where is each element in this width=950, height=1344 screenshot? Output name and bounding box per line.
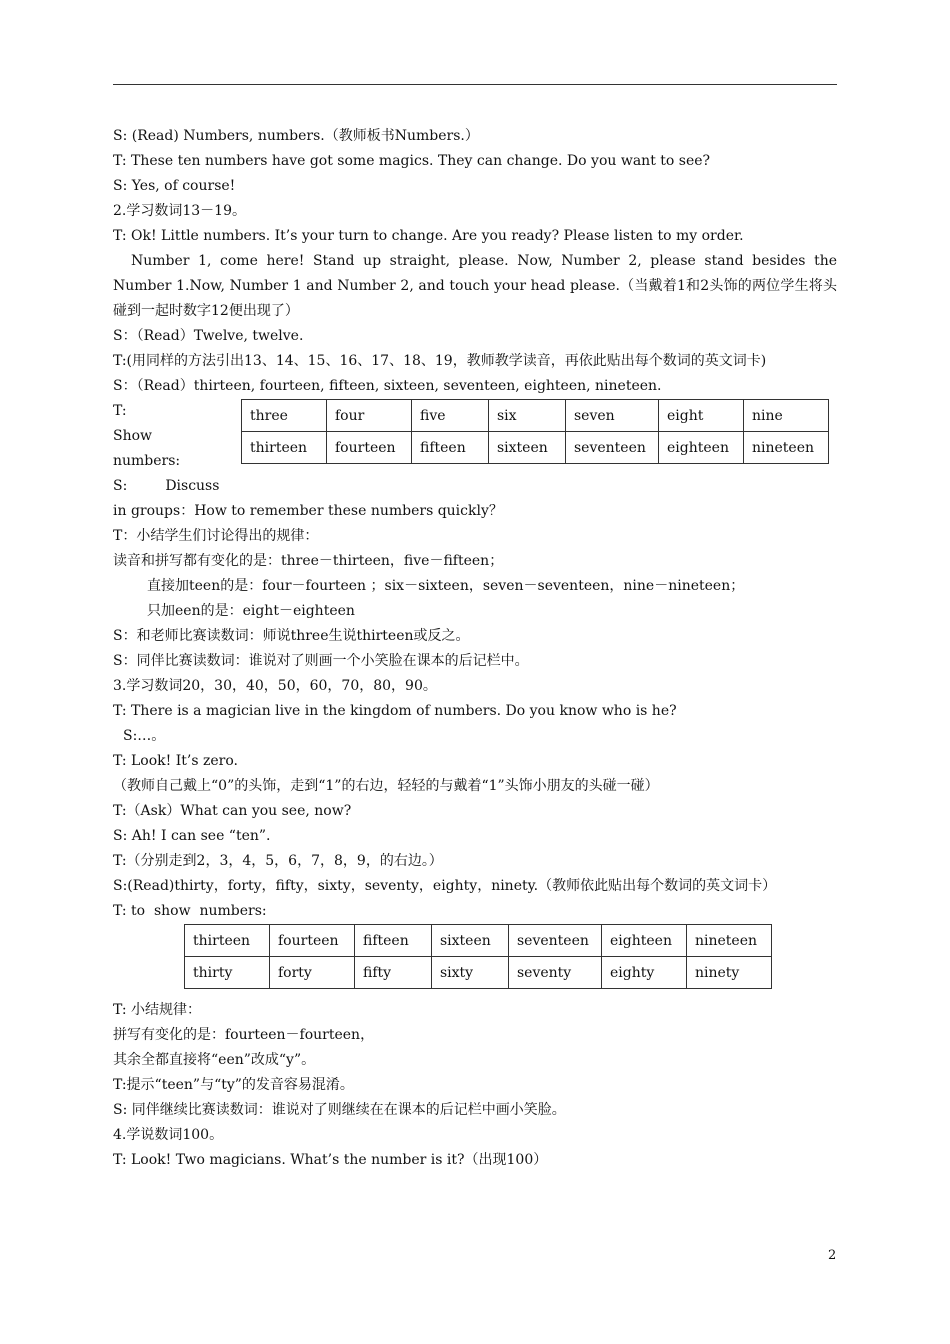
- text-line: S:…。: [123, 728, 166, 744]
- table-cell: fifteen: [412, 432, 489, 464]
- text-line: T:（Ask）What can you see, now?: [113, 803, 352, 819]
- ty-table: [184, 924, 772, 989]
- text-line: T：小结学生们讨论得出的规律：: [113, 528, 319, 544]
- table-row: [242, 432, 829, 464]
- text-line: 只加een的是：eight－eighteen: [147, 603, 355, 619]
- table-cell: eight: [659, 400, 744, 432]
- table-cell: forty: [270, 957, 355, 989]
- table-cell: eighteen: [602, 925, 687, 957]
- text-line: T: There is a magician live in the kingdom of numbers. Do you know who is he?: [113, 703, 677, 719]
- table-row: [185, 925, 772, 957]
- label-s: S:: [113, 478, 128, 494]
- header-rule: [113, 84, 837, 85]
- text-line: （教师自己戴上“0”的头饰，走到“1”的右边，轻轻的与戴着“1”头饰小朋友的头碰一碰）: [113, 778, 659, 794]
- table-cell: eighteen: [659, 432, 744, 464]
- text-line: S: (Read) Numbers, numbers.（教师板书Numbers.）: [113, 128, 479, 144]
- label-show: Show: [113, 428, 153, 444]
- text-line: 直接加teen的是：four－fourteen ；six－sixteen，seven－seventeen，nine－nineteen；: [147, 578, 745, 594]
- table-cell: sixteen: [432, 925, 509, 957]
- section-heading: 3.学习数词20，30，40，50，60，70，80，90。: [113, 678, 437, 694]
- table-cell: sixty: [432, 957, 509, 989]
- table-cell: seventeen: [566, 432, 659, 464]
- table-cell: seventeen: [509, 925, 602, 957]
- table-cell: nine: [744, 400, 829, 432]
- text-line: T: Ok! Little numbers. It’s your turn to change. Are you ready? Please listen to my order.: [113, 228, 744, 244]
- table-cell: fifteen: [355, 925, 432, 957]
- table-cell: seventy: [509, 957, 602, 989]
- label-s-discuss: [113, 474, 233, 499]
- section-heading: 2.学习数词13－19。: [113, 203, 246, 219]
- document-body: [113, 124, 837, 1173]
- table-cell: three: [242, 400, 327, 432]
- table-cell: thirteen: [242, 432, 327, 464]
- table-cell: seven: [566, 400, 659, 432]
- page-number: 2: [828, 1248, 837, 1263]
- text-line: T:提示“teen”与“ty”的发音容易混淆。: [113, 1077, 354, 1093]
- table-cell: fourteen: [327, 432, 412, 464]
- text-line: T: Look! It’s zero.: [113, 753, 238, 769]
- label-t: T:: [113, 403, 127, 419]
- text-line: S:(Read)thirty，forty，fifty，sixty，seventy，eighty，ninety.（教师依此贴出每个数词的英文词卡）: [113, 878, 777, 894]
- teen-table: [241, 399, 829, 464]
- table-cell: five: [412, 400, 489, 432]
- table-cell: sixteen: [489, 432, 566, 464]
- text-line: T:(用同样的方法引出13、14、15、16、17、18、19，教师教学读音，再依此贴出每个数词的英文词卡): [113, 353, 767, 369]
- label-discuss: Discuss: [165, 478, 220, 494]
- table-cell: thirteen: [185, 925, 270, 957]
- text-line: 其余全都直接将“een”改成“y”。: [113, 1052, 316, 1068]
- text-line: in groups：How to remember these numbers quickly？: [113, 503, 503, 519]
- table-cell: eighty: [602, 957, 687, 989]
- show-numbers-block: [113, 399, 837, 499]
- table-cell: nineteen: [687, 925, 772, 957]
- text-line: 读音和拼写都有变化的是：three－thirteen，five－fifteen；: [113, 553, 504, 569]
- text-line: S: 同伴继续比赛读数词：谁说对了则继续在在课本的后记栏中画小笑脸。: [113, 1102, 566, 1118]
- table-cell: thirty: [185, 957, 270, 989]
- table-cell: nineteen: [744, 432, 829, 464]
- text-paragraph: Number 1, come here! Stand up straight, please. Now, Number 2, please stand besides the Number 1.Now, Number 1 and Number 2, and touch your head please.（当戴着1和2头饰的两位学生将头碰到一起时数字12便出现了）: [113, 253, 837, 319]
- label-numbers: numbers:: [113, 453, 181, 469]
- text-line: S: Ah! I can see “ten”.: [113, 828, 271, 844]
- table-row: [185, 957, 772, 989]
- text-line: T: These ten numbers have got some magics. They can change. Do you want to see?: [113, 153, 711, 169]
- text-line: S：和老师比赛读数词：师说three生说thirteen或反之。: [113, 628, 470, 644]
- text-line: T: to show numbers:: [113, 903, 267, 919]
- table-cell: fifty: [355, 957, 432, 989]
- table-cell: ninety: [687, 957, 772, 989]
- table-row: [242, 400, 829, 432]
- table-cell: four: [327, 400, 412, 432]
- text-line: S：（Read）Twelve, twelve.: [113, 328, 304, 344]
- section-heading: 4.学说数词100。: [113, 1127, 224, 1143]
- ty-table-block: [113, 924, 837, 998]
- text-line: S：（Read）thirteen, fourteen, fifteen, sixteen, seventeen, eighteen, nineteen.: [113, 378, 662, 394]
- text-line: S：同伴比赛读数词：谁说对了则画一个小笑脸在课本的后记栏中。: [113, 653, 529, 669]
- table-cell: six: [489, 400, 566, 432]
- text-line: T: Look! Two magicians. What’s the number is it?（出现100）: [113, 1152, 548, 1168]
- table-cell: fourteen: [270, 925, 355, 957]
- text-line: S: Yes, of course!: [113, 178, 236, 194]
- text-line: T: 小结规律：: [113, 1002, 202, 1018]
- text-line: 拼写有变化的是：fourteen－fourteen，: [113, 1027, 375, 1043]
- text-line: T:（分别走到2，3，4，5，6，7，8，9，的右边。）: [113, 853, 443, 869]
